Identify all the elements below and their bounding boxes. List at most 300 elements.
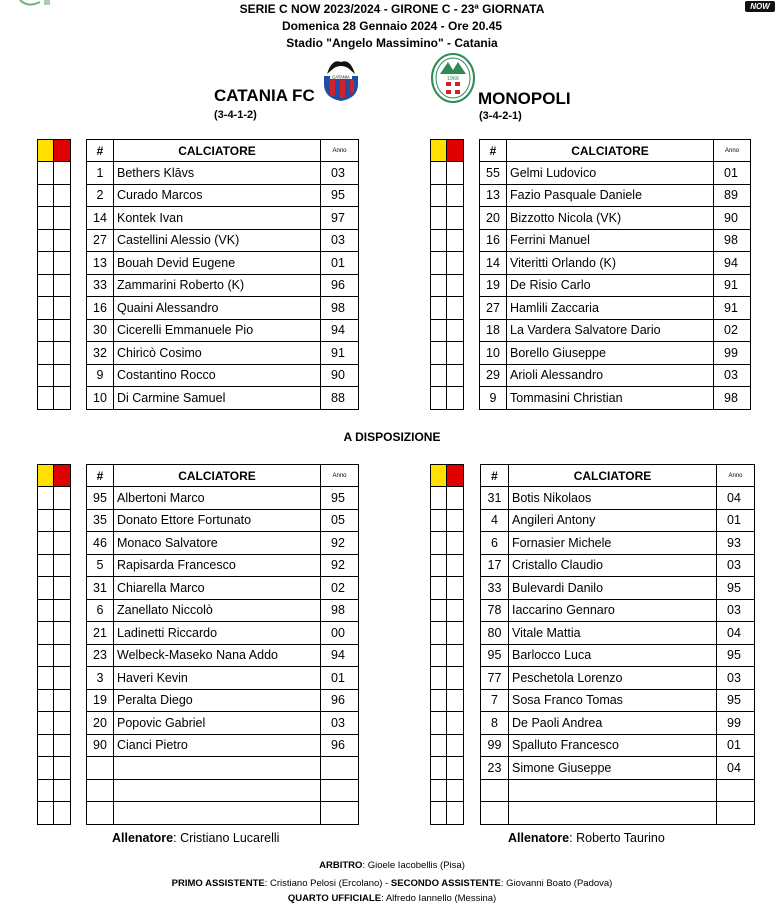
red-card-cell — [447, 644, 464, 667]
yellow-card-cell — [431, 207, 447, 230]
player-row — [87, 554, 359, 577]
player-name: La Vardera Salvatore Dario — [507, 319, 714, 342]
player-row — [87, 599, 359, 622]
yellow-card-icon — [38, 140, 54, 162]
card-row — [431, 274, 464, 297]
red-card-cell — [54, 779, 71, 802]
yellow-card-cell — [431, 667, 447, 690]
player-name: Di Carmine Samuel — [114, 387, 321, 410]
red-card-cell — [447, 532, 464, 555]
card-row — [431, 779, 464, 802]
player-year: 89 — [714, 184, 751, 207]
card-row — [38, 554, 71, 577]
bench-title: A DISPOSIZIONE — [343, 430, 441, 444]
yellow-card-cell — [38, 577, 54, 600]
player-row — [481, 734, 755, 757]
yellow-card-cell — [38, 554, 54, 577]
player-year: 90 — [321, 364, 359, 387]
yellow-card-cell — [431, 162, 447, 185]
player-row — [87, 252, 359, 275]
away-bench-table — [480, 464, 755, 825]
yellow-card-cell — [38, 509, 54, 532]
player-number — [481, 779, 509, 802]
player-name: Hamlili Zaccaria — [507, 297, 714, 320]
away-coach-name: : Roberto Taurino — [569, 831, 665, 845]
player-name: Spalluto Francesco — [509, 734, 717, 757]
player-year: 00 — [321, 622, 359, 645]
year-header: Anno — [714, 140, 751, 162]
referee-line: ARBITRO: Gioele Iacobellis (Pisa) — [319, 860, 465, 871]
card-row — [38, 319, 71, 342]
home-team-name: CATANIA FC — [214, 86, 315, 105]
player-name: Popovic Gabriel — [114, 712, 321, 735]
card-row — [38, 779, 71, 802]
red-card-cell — [54, 319, 71, 342]
card-legend-row — [431, 465, 464, 487]
yellow-card-cell — [38, 274, 54, 297]
player-name: Monaco Salvatore — [114, 532, 321, 555]
player-number: 23 — [481, 757, 509, 780]
player-row — [481, 487, 755, 510]
red-card-cell — [54, 689, 71, 712]
card-row — [38, 667, 71, 690]
player-row — [480, 364, 751, 387]
card-row — [431, 689, 464, 712]
player-header: CALCIATORE — [114, 465, 321, 487]
player-year: 98 — [714, 387, 751, 410]
card-row — [431, 509, 464, 532]
player-year: 90 — [714, 207, 751, 230]
player-year: 94 — [321, 644, 359, 667]
player-name: Castellini Alessio (VK) — [114, 229, 321, 252]
player-year: 99 — [717, 712, 755, 735]
player-year: 96 — [321, 734, 359, 757]
yellow-card-cell — [38, 689, 54, 712]
red-card-cell — [447, 599, 464, 622]
player-year: 01 — [321, 252, 359, 275]
yellow-card-cell — [38, 342, 54, 365]
player-name: Iaccarino Gennaro — [509, 599, 717, 622]
player-year: 94 — [714, 252, 751, 275]
player-name: Cianci Pietro — [114, 734, 321, 757]
card-row — [38, 622, 71, 645]
yellow-card-cell — [431, 599, 447, 622]
player-year: 04 — [717, 487, 755, 510]
coach-label: Allenatore — [112, 831, 174, 845]
away-formation: (3-4-2-1) — [479, 110, 522, 122]
card-row — [38, 757, 71, 780]
player-year — [717, 802, 755, 825]
player-name: Haveri Kevin — [114, 667, 321, 690]
yellow-card-cell — [38, 364, 54, 387]
player-year: 95 — [321, 487, 359, 510]
card-row — [38, 387, 71, 410]
yellow-card-cell — [431, 779, 447, 802]
player-number: 77 — [481, 667, 509, 690]
player-year: 91 — [714, 274, 751, 297]
player-row — [481, 779, 755, 802]
num-header: # — [87, 140, 114, 162]
yellow-card-cell — [431, 364, 447, 387]
match-date: Domenica 28 Gennaio 2024 - Ore 20.45 — [281, 19, 503, 33]
player-name: Ladinetti Riccardo — [114, 622, 321, 645]
player-header: CALCIATORE — [114, 140, 321, 162]
player-year: 03 — [321, 229, 359, 252]
player-year: 96 — [321, 689, 359, 712]
player-number: 6 — [481, 532, 509, 555]
player-year: 03 — [714, 364, 751, 387]
player-row — [87, 644, 359, 667]
player-name: Bulevardi Danilo — [509, 577, 717, 600]
player-row — [480, 342, 751, 365]
player-number: 4 — [481, 509, 509, 532]
player-name: Donato Ettore Fortunato — [114, 509, 321, 532]
red-card-cell — [447, 554, 464, 577]
red-card-cell — [54, 207, 71, 230]
red-card-cell — [447, 779, 464, 802]
yellow-card-cell — [431, 319, 447, 342]
player-name: Kontek Ivan — [114, 207, 321, 230]
player-year: 98 — [321, 599, 359, 622]
red-card-cell — [447, 577, 464, 600]
player-row — [480, 229, 751, 252]
player-year: 03 — [717, 554, 755, 577]
home-starters-cards — [37, 139, 71, 410]
year-header: Anno — [321, 465, 359, 487]
player-number: 17 — [481, 554, 509, 577]
yellow-card-cell — [431, 274, 447, 297]
player-name: Zammarini Roberto (K) — [114, 274, 321, 297]
player-row — [87, 297, 359, 320]
card-row — [431, 712, 464, 735]
player-row — [480, 297, 751, 320]
player-year: 98 — [714, 229, 751, 252]
player-name: Welbeck-Maseko Nana Addo — [114, 644, 321, 667]
player-year: 92 — [321, 532, 359, 555]
red-card-cell — [447, 734, 464, 757]
player-row — [87, 622, 359, 645]
player-name: Bouah Devid Eugene — [114, 252, 321, 275]
player-number: 32 — [87, 342, 114, 365]
card-row — [431, 577, 464, 600]
yellow-card-cell — [431, 532, 447, 555]
card-row — [431, 342, 464, 365]
player-name: Bizzotto Nicola (VK) — [507, 207, 714, 230]
catania-crest-icon — [322, 54, 360, 102]
player-name: Arioli Alessandro — [507, 364, 714, 387]
player-year: 01 — [321, 667, 359, 690]
card-legend-row — [431, 140, 464, 162]
player-number: 9 — [480, 387, 507, 410]
red-card-cell — [54, 387, 71, 410]
red-card-cell — [54, 644, 71, 667]
card-row — [431, 229, 464, 252]
red-card-cell — [54, 487, 71, 510]
player-number: 95 — [481, 644, 509, 667]
yellow-card-cell — [431, 712, 447, 735]
player-name — [114, 802, 321, 825]
player-name: Vitale Mattia — [509, 622, 717, 645]
player-year: 02 — [321, 577, 359, 600]
player-number: 8 — [481, 712, 509, 735]
red-card-cell — [54, 252, 71, 275]
yellow-card-cell — [431, 802, 447, 825]
red-card-cell — [447, 162, 464, 185]
card-row — [38, 342, 71, 365]
red-card-cell — [447, 622, 464, 645]
player-row — [87, 184, 359, 207]
player-year: 01 — [717, 734, 755, 757]
player-year: 96 — [321, 274, 359, 297]
card-row — [431, 364, 464, 387]
red-card-cell — [447, 274, 464, 297]
player-year: 03 — [717, 599, 755, 622]
yellow-card-cell — [431, 622, 447, 645]
home-bench-cards — [37, 464, 71, 825]
player-name — [114, 757, 321, 780]
yellow-card-cell — [431, 487, 447, 510]
home-coach-name: : Cristiano Lucarelli — [173, 831, 280, 845]
player-row — [481, 802, 755, 825]
player-row — [481, 577, 755, 600]
card-row — [431, 297, 464, 320]
red-card-cell — [447, 712, 464, 735]
red-card-cell — [54, 554, 71, 577]
card-row — [431, 252, 464, 275]
year-header: Anno — [717, 465, 755, 487]
yellow-card-icon — [431, 465, 447, 487]
player-row — [87, 577, 359, 600]
player-row — [480, 387, 751, 410]
player-name: Tommasini Christian — [507, 387, 714, 410]
player-row — [87, 757, 359, 780]
num-header: # — [87, 465, 114, 487]
player-row — [87, 532, 359, 555]
player-number: 19 — [480, 274, 507, 297]
card-row — [38, 712, 71, 735]
red-card-cell — [54, 274, 71, 297]
player-name: Rapisarda Francesco — [114, 554, 321, 577]
card-row — [431, 387, 464, 410]
player-row — [481, 509, 755, 532]
card-row — [38, 229, 71, 252]
card-row — [431, 667, 464, 690]
red-card-cell — [447, 184, 464, 207]
player-name: Peschetola Lorenzo — [509, 667, 717, 690]
yellow-card-cell — [38, 229, 54, 252]
yellow-card-icon — [431, 140, 447, 162]
player-year: 03 — [321, 712, 359, 735]
player-name — [509, 802, 717, 825]
player-number — [481, 802, 509, 825]
yellow-card-cell — [38, 599, 54, 622]
card-row — [431, 644, 464, 667]
player-year: 95 — [321, 184, 359, 207]
player-row — [87, 342, 359, 365]
player-row — [481, 667, 755, 690]
player-row — [87, 274, 359, 297]
home-starters-table — [86, 139, 359, 410]
player-number: 90 — [87, 734, 114, 757]
yellow-card-cell — [431, 184, 447, 207]
player-name: Chiarella Marco — [114, 577, 321, 600]
away-bench-cards — [430, 464, 464, 825]
card-row — [431, 184, 464, 207]
player-name: Peralta Diego — [114, 689, 321, 712]
player-row — [481, 757, 755, 780]
player-row — [87, 779, 359, 802]
card-legend-row — [38, 140, 71, 162]
yellow-card-cell — [38, 622, 54, 645]
player-number: 20 — [480, 207, 507, 230]
red-card-cell — [447, 802, 464, 825]
player-number: 6 — [87, 599, 114, 622]
player-name: Ferrini Manuel — [507, 229, 714, 252]
player-row — [481, 622, 755, 645]
player-number: 20 — [87, 712, 114, 735]
home-formation: (3-4-1-2) — [214, 109, 257, 121]
player-name: Angileri Antony — [509, 509, 717, 532]
home-bench-table — [86, 464, 359, 825]
player-row — [87, 712, 359, 735]
red-card-cell — [54, 532, 71, 555]
yellow-card-cell — [431, 252, 447, 275]
player-name: Albertoni Marco — [114, 487, 321, 510]
yellow-card-cell — [38, 207, 54, 230]
card-row — [38, 644, 71, 667]
year-header: Anno — [321, 140, 359, 162]
home-coach — [112, 831, 279, 845]
player-number: 55 — [480, 162, 507, 185]
yellow-card-cell — [38, 387, 54, 410]
player-year: 03 — [717, 667, 755, 690]
red-card-cell — [54, 162, 71, 185]
player-name: Bethers Klāvs — [114, 162, 321, 185]
player-row — [481, 689, 755, 712]
red-card-cell — [447, 667, 464, 690]
card-row — [38, 252, 71, 275]
player-row — [480, 252, 751, 275]
red-card-cell — [54, 577, 71, 600]
yellow-card-cell — [38, 734, 54, 757]
player-row — [481, 712, 755, 735]
player-year — [321, 802, 359, 825]
card-row — [38, 509, 71, 532]
player-year: 05 — [321, 509, 359, 532]
player-year: 98 — [321, 297, 359, 320]
player-name: Fazio Pasquale Daniele — [507, 184, 714, 207]
yellow-card-cell — [431, 387, 447, 410]
player-number: 1 — [87, 162, 114, 185]
red-card-cell — [447, 319, 464, 342]
card-row — [38, 297, 71, 320]
player-name — [509, 779, 717, 802]
player-year: 03 — [321, 162, 359, 185]
red-card-cell — [54, 342, 71, 365]
yellow-card-cell — [431, 734, 447, 757]
yellow-card-cell — [38, 644, 54, 667]
card-row — [431, 554, 464, 577]
player-row — [480, 184, 751, 207]
player-name: Gelmi Ludovico — [507, 162, 714, 185]
yellow-card-cell — [38, 252, 54, 275]
away-team-name: MONOPOLI — [478, 89, 571, 108]
yellow-card-cell — [38, 487, 54, 510]
player-year: 93 — [717, 532, 755, 555]
fourth-official-line: QUARTO UFFICIALE: Alfredo Iannello (Messina) — [287, 893, 497, 904]
player-row — [87, 487, 359, 510]
red-card-cell — [447, 509, 464, 532]
player-year — [717, 779, 755, 802]
red-card-cell — [447, 297, 464, 320]
player-number: 10 — [87, 387, 114, 410]
player-number: 27 — [87, 229, 114, 252]
red-card-icon — [447, 465, 464, 487]
player-year: 04 — [717, 622, 755, 645]
red-card-cell — [447, 689, 464, 712]
card-row — [431, 622, 464, 645]
yellow-card-cell — [38, 757, 54, 780]
player-row — [87, 509, 359, 532]
player-year: 04 — [717, 757, 755, 780]
player-name: Simone Giuseppe — [509, 757, 717, 780]
yellow-card-cell — [38, 712, 54, 735]
player-number — [87, 757, 114, 780]
player-year: 01 — [717, 509, 755, 532]
yellow-card-cell — [431, 554, 447, 577]
player-number: 33 — [481, 577, 509, 600]
player-name: Quaini Alessandro — [114, 297, 321, 320]
player-row — [480, 207, 751, 230]
player-number: 46 — [87, 532, 114, 555]
player-name: Zanellato Niccolò — [114, 599, 321, 622]
competition-title: SERIE C NOW 2023/2024 - GIRONE C - 23ª GIORNATA — [239, 2, 545, 16]
yellow-card-cell — [38, 802, 54, 825]
player-year: 99 — [714, 342, 751, 365]
yellow-card-cell — [38, 319, 54, 342]
red-card-cell — [447, 207, 464, 230]
player-row — [480, 162, 751, 185]
red-card-cell — [54, 297, 71, 320]
player-name: Barlocco Luca — [509, 644, 717, 667]
player-name — [114, 779, 321, 802]
player-row — [87, 319, 359, 342]
yellow-card-cell — [431, 509, 447, 532]
player-year: 02 — [714, 319, 751, 342]
player-number — [87, 802, 114, 825]
player-row — [481, 532, 755, 555]
player-number: 7 — [481, 689, 509, 712]
svg-text:1966: 1966 — [446, 76, 460, 82]
player-number: 3 — [87, 667, 114, 690]
player-number: 31 — [481, 487, 509, 510]
stadium: Stadio "Angelo Massimino" - Catania — [286, 36, 498, 50]
player-number: 13 — [480, 184, 507, 207]
player-year: 91 — [321, 342, 359, 365]
player-row — [87, 387, 359, 410]
player-year: 95 — [717, 689, 755, 712]
red-card-cell — [447, 387, 464, 410]
player-number: 2 — [87, 184, 114, 207]
yellow-card-cell — [431, 229, 447, 252]
player-name: Cicerelli Emmanuele Pio — [114, 319, 321, 342]
red-card-cell — [54, 509, 71, 532]
card-row — [38, 162, 71, 185]
card-row — [431, 162, 464, 185]
yellow-card-cell — [431, 297, 447, 320]
yellow-card-cell — [431, 342, 447, 365]
player-row — [480, 319, 751, 342]
